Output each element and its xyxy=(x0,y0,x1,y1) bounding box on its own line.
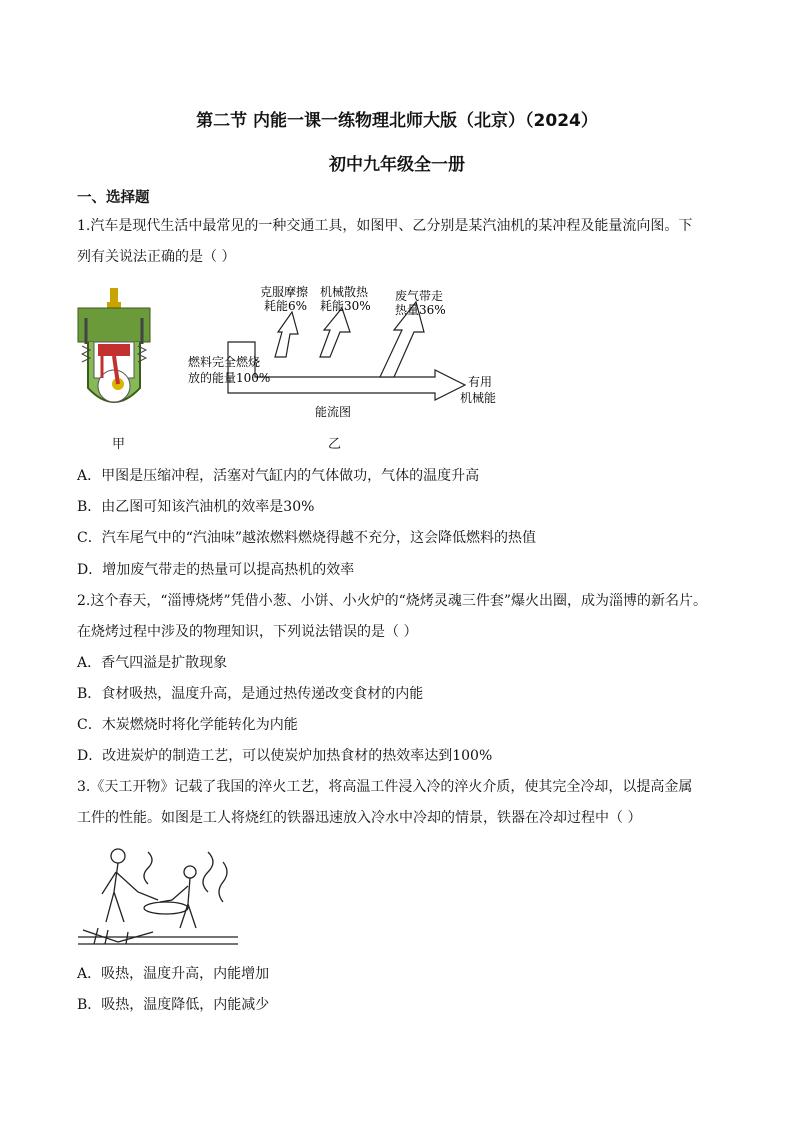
friction-loss-line1: 克服摩擦 xyxy=(260,285,309,299)
figure-label-jia: 甲 xyxy=(112,437,126,452)
q2-option-a: A．香气四溢是扩散现象 xyxy=(77,655,228,671)
energy-flow-diagram xyxy=(180,282,510,422)
energy-input-line1: 燃料完全燃烧 xyxy=(188,355,261,369)
q3-option-a: A．吸热，温度升高，内能增加 xyxy=(77,966,270,982)
energy-flow-caption: 能流图 xyxy=(315,405,352,419)
q2-option-c: C．木炭燃烧时将化学能转化为内能 xyxy=(77,717,298,733)
heat-loss-line1: 机械散热 xyxy=(320,285,369,299)
q1-option-b: B．由乙图可知该汽油机的效率是30% xyxy=(77,499,315,515)
q2-stem-line2: 在烧烤过程中涉及的物理知识，下列说法错误的是（ ） xyxy=(77,624,418,640)
page-title: 第二节 内能一课一练物理北师大版（北京）（2024） xyxy=(196,111,598,131)
q1-option-d: D．增加废气带走的热量可以提高热机的效率 xyxy=(77,562,355,578)
useful-energy-line2: 机械能 xyxy=(460,391,497,405)
useful-energy-line1: 有用 xyxy=(468,375,493,389)
quenching-illustration xyxy=(78,842,238,952)
q3-stem-line1: 3.《天工开物》记载了我国的淬火工艺，将高温工件浸入冷的淬火介质，使其完全冷却，以提高金属 xyxy=(77,779,693,795)
q1-stem-line1: 1.汽车是现代生活中最常见的一种交通工具，如图甲、乙分别是某汽油机的某冲程及能量流向图。下 xyxy=(77,218,693,234)
q3-option-b: B．吸热，温度降低，内能减少 xyxy=(77,997,270,1013)
q2-stem-line1: 2.这个春天，“淄博烧烤”凭借小葱、小饼、小火炉的“烧烤灵魂三件套”爆火出圈，成为淄博的新名片。 xyxy=(77,593,707,609)
q2-option-b: B．食材吸热，温度升高，是通过热传递改变食材的内能 xyxy=(77,686,424,702)
heat-loss-line2: 耗能30% xyxy=(320,299,371,313)
q2-option-d: D．改进炭炉的制造工艺，可以使炭炉加热食材的热效率达到100% xyxy=(77,748,493,764)
energy-input-line2: 放的能量100% xyxy=(188,371,271,385)
q1-option-c: C．汽车尾气中的“汽油味”越浓燃料燃烧得越不充分，这会降低燃料的热值 xyxy=(77,530,537,546)
exhaust-loss-line1: 废气带走 xyxy=(395,289,444,303)
page-subtitle: 初中九年级全一册 xyxy=(329,155,465,175)
engine-illustration xyxy=(72,288,162,428)
q3-stem-line2: 工件的性能。如图是工人将烧红的铁器迅速放入冷水中冷却的情景，铁器在冷却过程中（ ） xyxy=(77,810,642,826)
exhaust-loss-line2: 热量36% xyxy=(395,303,446,317)
figure-label-yi: 乙 xyxy=(328,437,342,452)
q1-option-a: A．甲图是压缩冲程，活塞对气缸内的气体做功，气体的温度升高 xyxy=(77,468,480,484)
section-heading: 一、选择题 xyxy=(77,190,150,206)
q1-stem-line2: 列有关说法正确的是（ ） xyxy=(77,249,236,265)
friction-loss-line2: 耗能6% xyxy=(264,299,308,313)
